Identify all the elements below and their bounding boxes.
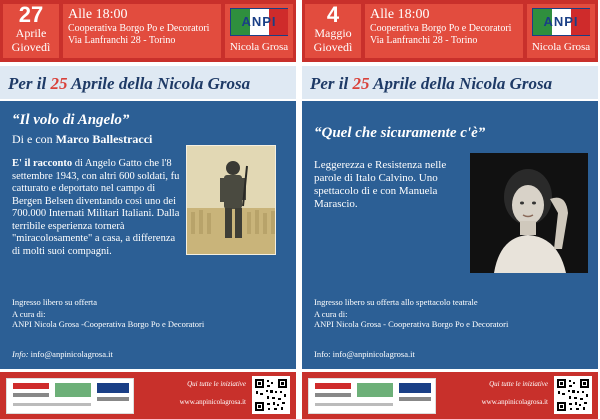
event-time: Alle 18:00: [68, 7, 128, 22]
event-poster-calvino: [302, 0, 598, 419]
poster-body: [0, 101, 296, 369]
venue-name: Cooperativa Borgo Po e Decoratori: [68, 23, 210, 34]
venue-address: Via Lanfranchi 28 - Torino: [370, 35, 478, 46]
poster-header: [302, 0, 598, 62]
anpi-brand: [225, 4, 293, 58]
headline-band: [0, 66, 296, 99]
organizer-label: A cura di:: [12, 309, 46, 319]
organizer-label: A cura di:: [314, 309, 348, 319]
logo-text: ANPI: [241, 14, 277, 29]
date-block: [3, 4, 59, 58]
venue-name: Cooperativa Borgo Po e Decoratori: [370, 23, 512, 34]
headline: Per il 25 Aprile della Nicola Grosa: [8, 74, 251, 93]
anpi-brand: [527, 4, 595, 58]
poster-footer: [0, 372, 296, 419]
contact-info: Info: info@anpinicolagrosa.it: [12, 349, 113, 359]
show-title: “Il volo di Angelo”: [12, 112, 130, 128]
date-number: 27: [18, 2, 44, 27]
poster-body: [302, 101, 598, 369]
headline: Per il 25 Aprile della Nicola Grosa: [310, 74, 553, 93]
entry-note: Ingresso libero su offerta: [12, 297, 98, 307]
footer-website[interactable]: www.anpinicolagrosa.it: [481, 398, 548, 406]
date-month: Maggio: [314, 26, 352, 40]
organizer: ANPI Nicola Grosa - Cooperativa Borgo Po e Decoratori: [314, 319, 509, 329]
date-weekday: Giovedì: [11, 40, 51, 54]
venue-block: [63, 4, 221, 58]
event-time: Alle 18:00: [370, 7, 430, 22]
headline-band: [302, 66, 598, 99]
contact-email[interactable]: info@anpinicolagrosa.it: [332, 349, 415, 359]
poster-footer: [302, 372, 598, 419]
qr-code-icon[interactable]: [554, 376, 592, 414]
event-poster-angelo: [0, 0, 296, 419]
actress-portrait-image: [470, 153, 588, 273]
show-title: “Quel che sicuramente c'è”: [314, 125, 486, 141]
headline-highlight: 25: [352, 74, 370, 93]
date-number: 4: [326, 2, 340, 27]
anpi-logo-icon: [230, 8, 288, 36]
show-description: E' il racconto di Angelo Gatto che l'8 settembre 1943, con altri 600 soldati, fu catturato e deportato nel campo di Bergen Belsen diventando così uno dei 700.000 Internati Militari Italiani. Dalla terribile esperienza tornerà "miracolosamente" a casa, a differenza di molti suoi compagni.: [12, 158, 180, 257]
headline-highlight: 25: [50, 74, 68, 93]
sponsor-logos: [6, 378, 134, 414]
organizer: ANPI Nicola Grosa -Cooperativa Borgo Po e Decoratori: [12, 319, 205, 329]
logo-text: ANPI: [543, 14, 579, 29]
anpi-logo-icon: [532, 8, 590, 36]
footer-slogan: Qui tutte le iniziative: [489, 380, 548, 388]
qr-code-icon[interactable]: [252, 376, 290, 414]
date-month: Aprile: [15, 26, 47, 40]
footer-slogan: Qui tutte le iniziative: [187, 380, 246, 388]
brand-name: Nicola Grosa: [531, 41, 591, 53]
brand-name: Nicola Grosa: [229, 41, 289, 53]
sponsor-logos: [308, 378, 436, 414]
date-weekday: Giovedì: [313, 40, 353, 54]
entry-note: Ingresso libero su offerta allo spettacolo teatrale: [314, 297, 478, 307]
footer-website[interactable]: www.anpinicolagrosa.it: [179, 398, 246, 406]
poster-header: [0, 0, 296, 62]
contact-info: Info: info@anpinicolagrosa.it: [314, 349, 415, 359]
contact-email[interactable]: info@anpinicolagrosa.it: [30, 349, 113, 359]
soldier-painting-image: [186, 145, 276, 255]
venue-address: Via Lanfranchi 28 - Torino: [68, 35, 176, 46]
show-author: Di e con Marco Ballestracci: [12, 132, 153, 146]
venue-block: [365, 4, 523, 58]
show-description: Leggerezza e Resistenza nelle parole di Italo Calvino. Uno spettacolo di e con Manuela Marascio.: [314, 159, 447, 210]
date-block: [305, 4, 361, 58]
